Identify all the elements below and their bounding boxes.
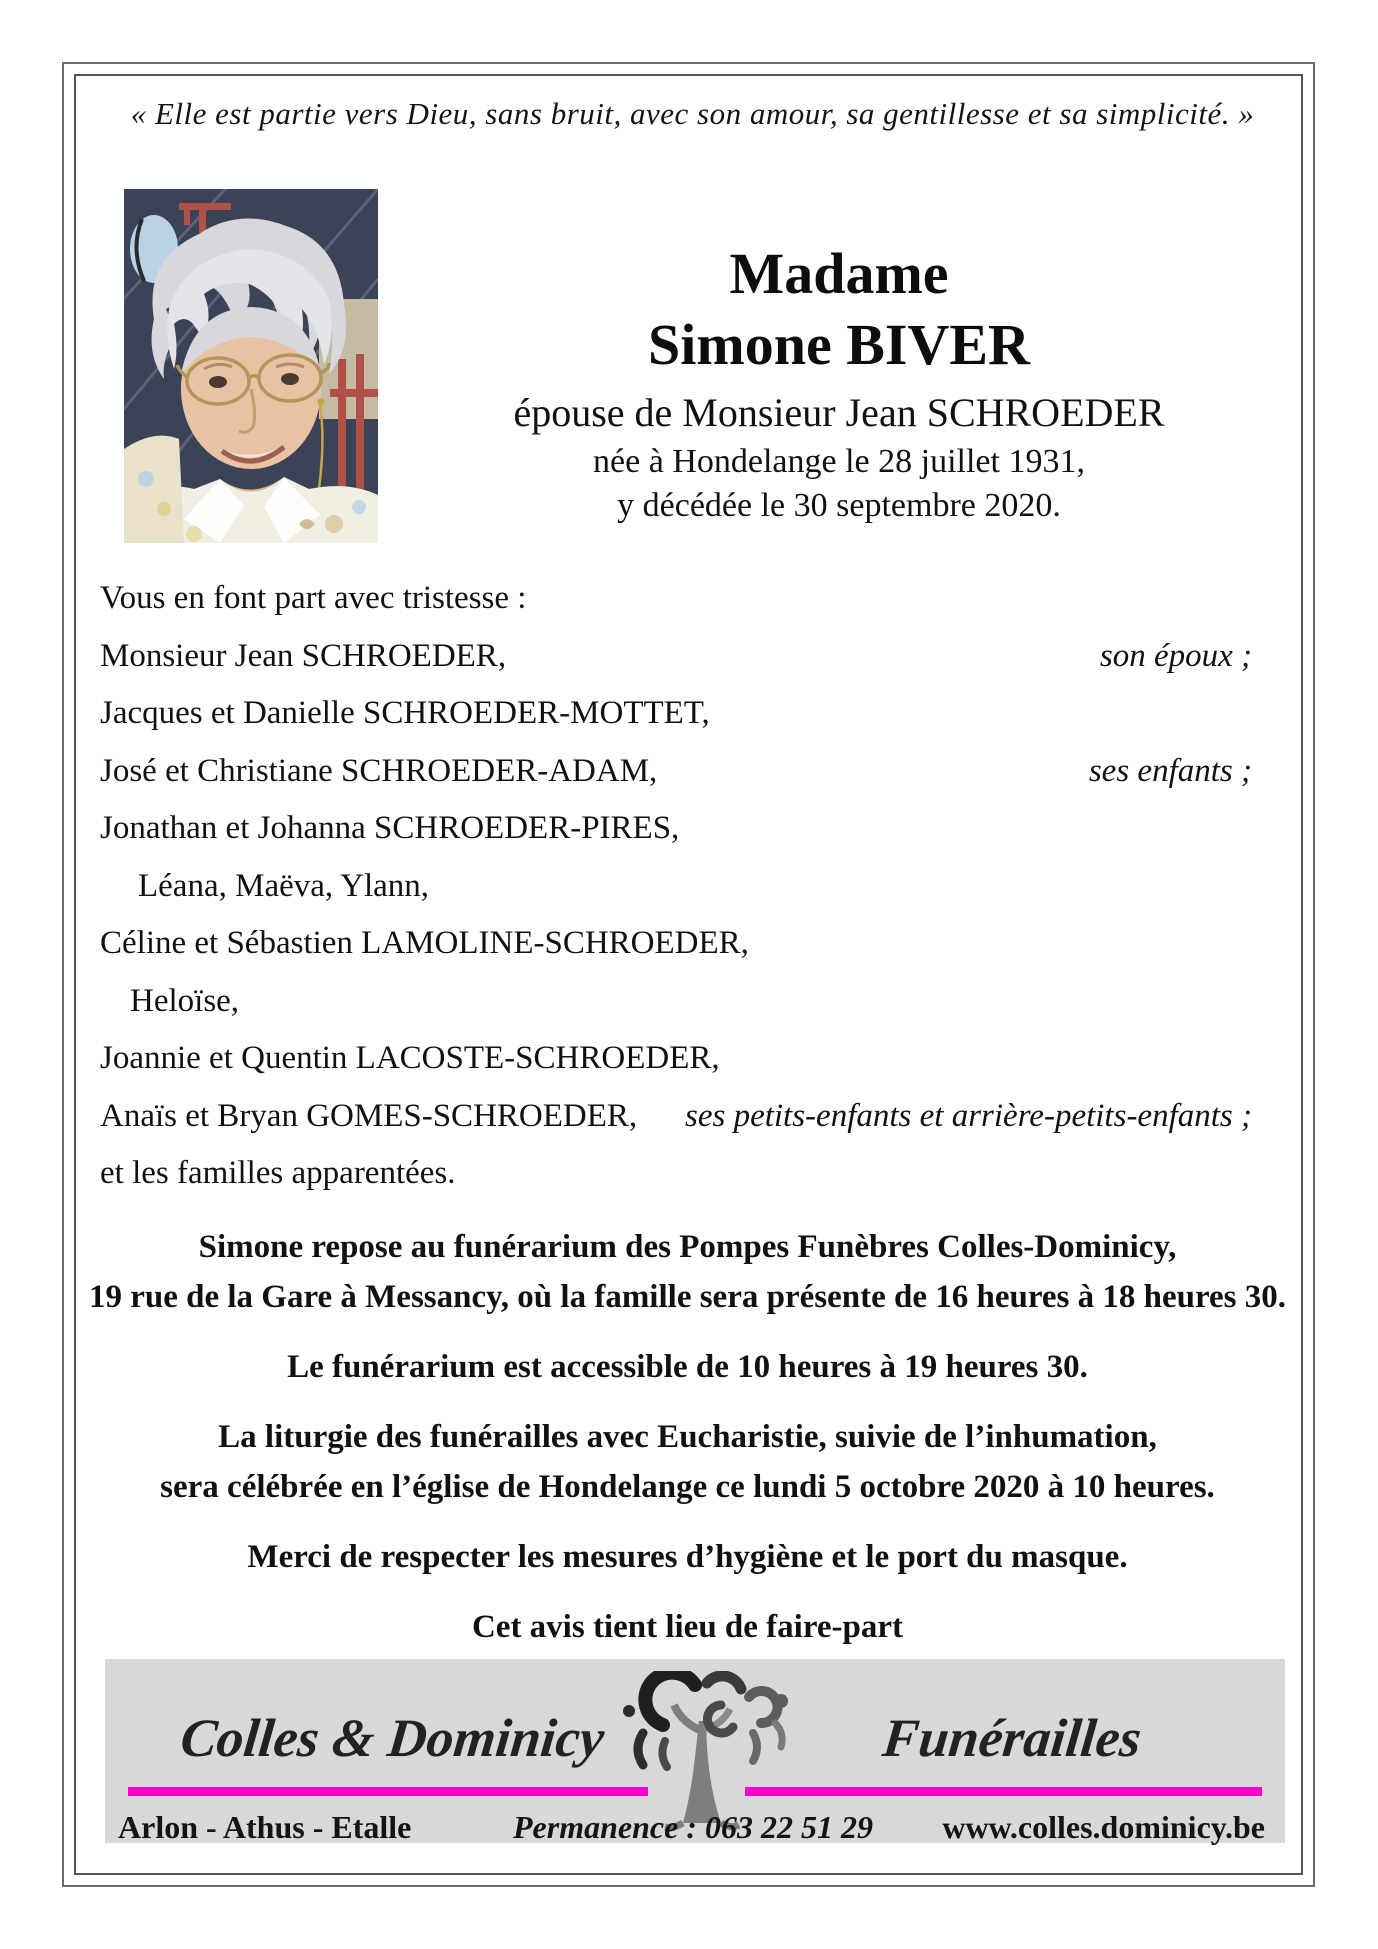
family-member-name: José et Christiane SCHROEDER-ADAM,	[100, 752, 658, 789]
family-row	[100, 973, 1252, 1031]
family-member-name: Monsieur Jean SCHROEDER,	[100, 637, 507, 674]
permanence-phone: Permanence : 063 22 51 29	[513, 1809, 873, 1845]
family-row	[100, 1088, 1252, 1146]
notice-line: La liturgie des funérailles avec Eucharistie, suivie de l’inhumation,	[218, 1419, 1157, 1455]
family-relation-label: ses petits-enfants et arrière-petits-enfants ;	[684, 1097, 1252, 1134]
family-member-name: Joannie et Quentin LACOSTE-SCHROEDER,	[100, 1040, 720, 1077]
family-member-name: Anaïs et Bryan GOMES-SCHROEDER,	[100, 1097, 638, 1134]
announcement-intro-text: Vous en font part avec tristesse :	[100, 580, 527, 617]
notice-line: Le funérarium est accessible de 10 heures à 19 heures 30.	[287, 1349, 1088, 1385]
notice-line: Merci de respecter les mesures d’hygiène et le port du masque.	[247, 1539, 1128, 1575]
notice	[75, 1602, 1300, 1652]
birth-line: née à Hondelange le 28 juillet 1931,	[593, 443, 1085, 480]
notice-line: 19 rue de la Gare à Messancy, où la famille sera présente de 16 heures à 18 heures 30.	[88, 1279, 1287, 1315]
death-line: y décédée le 30 septembre 2020.	[617, 487, 1061, 524]
family-row	[100, 628, 1252, 686]
family-closing	[100, 1145, 1252, 1203]
family-row	[100, 858, 1252, 916]
funeral-home-name: Colles & Dominicy	[177, 1708, 608, 1768]
family-section	[100, 570, 1252, 1203]
notice	[75, 1342, 1300, 1392]
spouse-line: épouse de Monsieur Jean SCHROEDER	[513, 390, 1165, 435]
portrait-photo-illustration	[124, 189, 378, 543]
notice-line: sera célébrée en l’église de Hondelange ce lundi 5 octobre 2020 à 10 heures.	[160, 1469, 1215, 1505]
family-list	[100, 628, 1252, 1146]
notice-line: Cet avis tient lieu de faire-part	[471, 1609, 904, 1645]
deceased-header	[395, 240, 1283, 528]
announcement-intro	[100, 570, 1252, 628]
family-row	[100, 915, 1252, 973]
website-url: www.colles.dominicy.be	[942, 1809, 1265, 1845]
family-closing-text: et les familles apparentées.	[100, 1155, 456, 1192]
title-madame: Madame	[729, 241, 949, 306]
family-member-name: Heloïse,	[130, 982, 240, 1019]
notice-line: Simone repose au funérarium des Pompes Funèbres Colles-Dominicy,	[198, 1229, 1177, 1265]
family-row	[100, 743, 1252, 801]
funeral-home-banner	[105, 1659, 1285, 1843]
notices	[75, 1222, 1300, 1672]
family-relation-label: son époux ;	[1099, 637, 1252, 674]
family-row	[100, 800, 1252, 858]
notice	[75, 1532, 1300, 1582]
locations: Arlon - Athus - Etalle	[118, 1809, 412, 1845]
notice	[75, 1222, 1300, 1322]
accent-rule-left	[128, 1787, 648, 1796]
funeral-home-service-label: Funérailles	[879, 1708, 1145, 1768]
family-member-name: Jacques et Danielle SCHROEDER-MOTTET,	[100, 695, 710, 732]
family-row	[100, 1030, 1252, 1088]
family-member-name: Léana, Maëva, Ylann,	[138, 867, 430, 904]
memorial-quote: « Elle est partie vers Dieu, sans bruit, avec son amour, sa gentillesse et sa simplicité. »	[130, 96, 1255, 131]
portrait-photo	[124, 189, 378, 543]
accent-rule-right	[745, 1787, 1262, 1796]
family-relation-label: ses enfants ;	[1088, 752, 1252, 789]
family-row	[100, 685, 1252, 743]
notice	[75, 1412, 1300, 1512]
family-member-name: Céline et Sébastien LAMOLINE-SCHROEDER,	[100, 925, 749, 962]
family-member-name: Jonathan et Johanna SCHROEDER-PIRES,	[100, 810, 680, 847]
deceased-name: Simone BIVER	[648, 312, 1030, 377]
